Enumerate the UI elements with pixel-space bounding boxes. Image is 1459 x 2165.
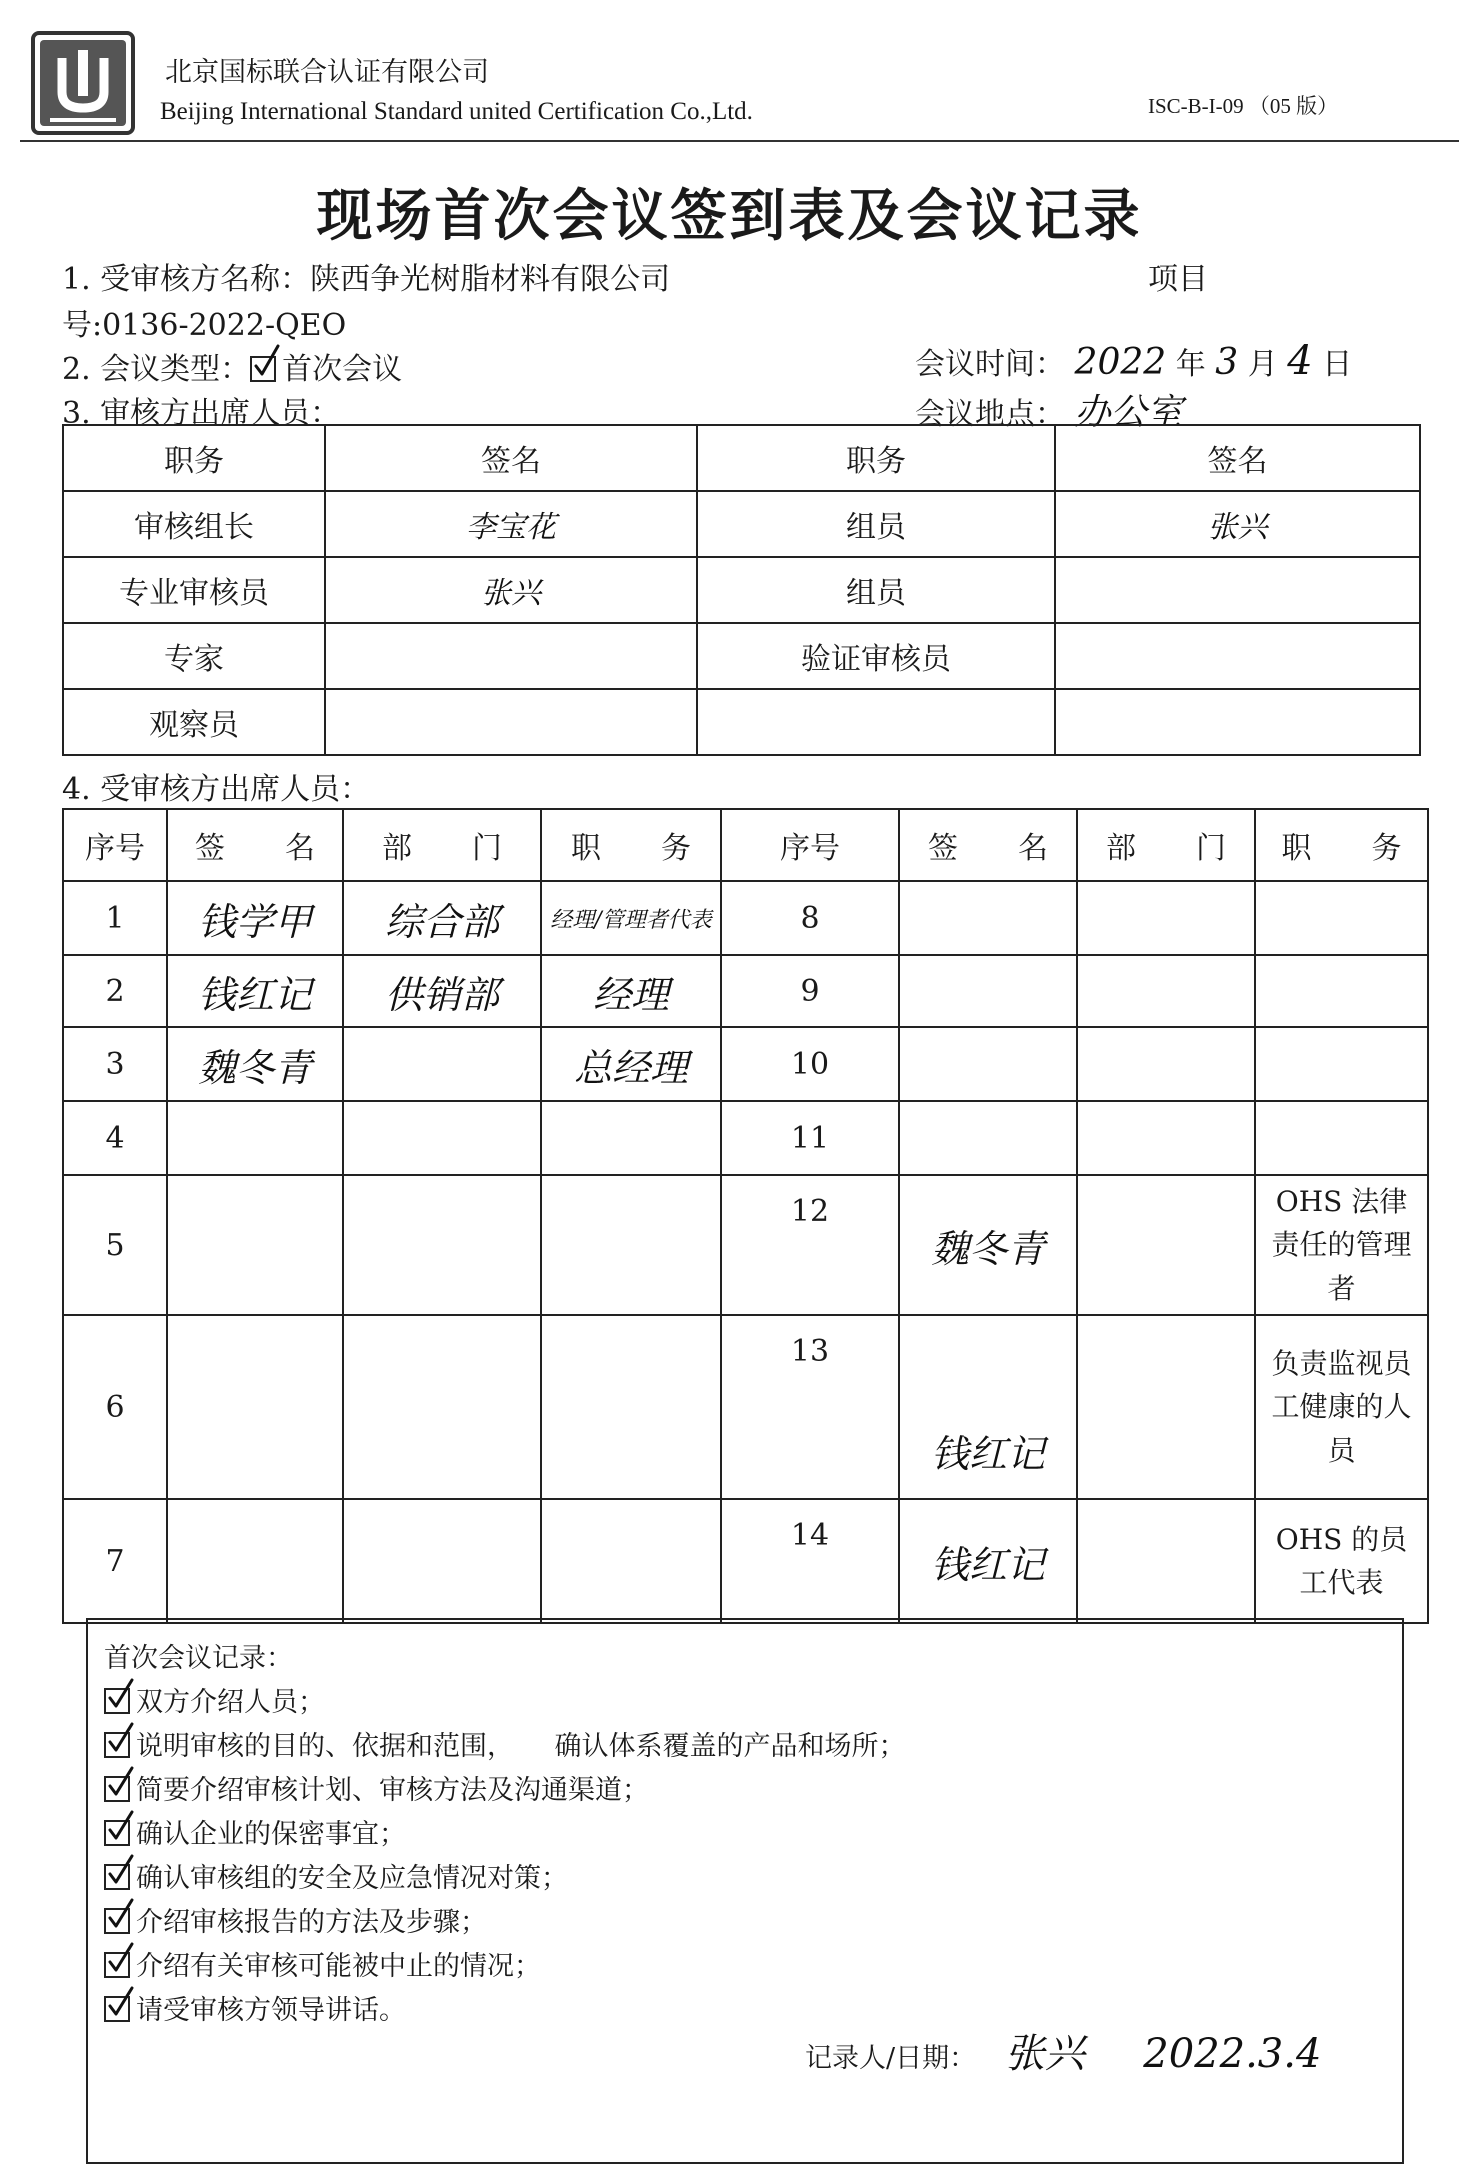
recorder-line	[805, 2022, 1321, 2079]
audit-table-header	[63, 425, 1420, 491]
role-cell: 专家	[63, 623, 325, 689]
seq-cell: 7	[63, 1499, 167, 1623]
page-title: 现场首次会议签到表及会议记录	[316, 183, 1143, 249]
company-name-cn: 北京国标联合认证有限公司	[165, 57, 489, 88]
header-cell: 签名	[1055, 425, 1420, 491]
auditor-attendees-label: 3. 审核方出席人员：	[62, 396, 341, 431]
seq-cell: 1	[63, 881, 167, 955]
department-cell	[1077, 1175, 1255, 1315]
meeting-year: 2022	[1074, 342, 1167, 383]
seq-cell: 9	[721, 955, 899, 1027]
department-cell	[343, 1027, 541, 1101]
signature-cell	[1055, 689, 1420, 755]
note-text: 说明审核的目的、依据和范围， 确认体系覆盖的产品和场所；	[136, 1731, 906, 1762]
department-cell: 供销部	[343, 955, 541, 1027]
table-row	[63, 955, 1428, 1027]
recorder-signature: 张兴	[1004, 2031, 1085, 2077]
check-mark-icon	[104, 1720, 134, 1756]
position-cell: 经理	[541, 955, 721, 1027]
signature-cell: 钱学甲	[167, 881, 343, 955]
header-cell: 职 务	[1255, 809, 1428, 881]
recorder-date: 2022.3.4	[1143, 2031, 1322, 2077]
audit-team-table	[62, 424, 1421, 756]
note-text: 双方介绍人员；	[136, 1687, 325, 1718]
role-cell: 组员	[697, 491, 1055, 557]
company-name-en: Beijing International Standard united Certification Co.,Ltd.	[160, 98, 753, 125]
seq-cell: 5	[63, 1175, 167, 1315]
header-cell: 部 门	[1077, 809, 1255, 881]
department-cell	[343, 1101, 541, 1175]
department-cell	[1077, 1499, 1255, 1623]
note-checkbox[interactable]	[104, 1732, 130, 1758]
department-cell	[1077, 1027, 1255, 1101]
signature-cell: 张兴	[325, 557, 697, 623]
header-cell: 职 务	[541, 809, 721, 881]
position-cell	[1255, 881, 1428, 955]
department-cell	[1077, 1101, 1255, 1175]
signature-cell	[899, 881, 1077, 955]
meeting-time-line	[915, 338, 1352, 384]
header-cell: 部 门	[343, 809, 541, 881]
note-checkbox[interactable]	[104, 1688, 130, 1714]
auditee-attendees-label: 4. 受审核方出席人员：	[62, 772, 371, 807]
note-checkbox[interactable]	[104, 1820, 130, 1846]
note-text: 确认审核组的安全及应急情况对策；	[136, 1863, 568, 1894]
note-item	[104, 1724, 906, 1763]
signature-cell: 钱红记	[899, 1315, 1077, 1499]
note-checkbox[interactable]	[104, 1864, 130, 1890]
position-cell: OHS 的员工代表	[1255, 1499, 1428, 1623]
seq-cell: 10	[721, 1027, 899, 1101]
seq-cell: 14	[721, 1499, 899, 1623]
signature-cell: 魏冬青	[167, 1027, 343, 1101]
header-cell: 签名	[325, 425, 697, 491]
table-row	[63, 1027, 1428, 1101]
header-cell: 职务	[697, 425, 1055, 491]
check-mark-icon	[104, 1764, 134, 1800]
position-cell: OHS 法律责任的管理者	[1255, 1175, 1428, 1315]
note-text: 确认企业的保密事宜；	[136, 1819, 406, 1850]
project-number: 号:0136-2022-QEO	[62, 308, 347, 343]
company-logo	[30, 30, 136, 136]
project-label: 项目	[1148, 262, 1208, 297]
check-mark-icon	[104, 1896, 134, 1932]
signature-cell: 钱红记	[899, 1499, 1077, 1623]
check-mark-icon	[104, 1676, 134, 1712]
meeting-type-line	[62, 344, 402, 388]
signature-cell	[899, 1101, 1077, 1175]
notes-heading: 首次会议记录：	[104, 1643, 293, 1674]
role-cell: 审核组长	[63, 491, 325, 557]
signature-cell: 钱红记	[167, 955, 343, 1027]
table-row	[63, 1499, 1428, 1623]
signature-cell	[167, 1315, 343, 1499]
seq-cell: 3	[63, 1027, 167, 1101]
department-cell	[343, 1315, 541, 1499]
signature-cell: 魏冬青	[899, 1175, 1077, 1315]
signature-cell	[167, 1499, 343, 1623]
day-char: 日	[1322, 347, 1353, 382]
signature-cell: 张兴	[1055, 491, 1420, 557]
note-text: 请受审核方领导讲话。	[136, 1995, 406, 2026]
position-cell	[541, 1315, 721, 1499]
signature-cell	[167, 1175, 343, 1315]
form-number: ISC-B-I-09 （05 版）	[1148, 94, 1339, 118]
department-cell: 综合部	[343, 881, 541, 955]
department-cell	[343, 1175, 541, 1315]
position-cell	[1255, 1027, 1428, 1101]
department-cell	[1077, 881, 1255, 955]
position-cell: 经理/管理者代表	[541, 881, 721, 955]
signature-cell	[899, 1027, 1077, 1101]
seq-cell: 13	[721, 1315, 899, 1499]
table-row	[63, 1175, 1428, 1315]
department-cell	[1077, 955, 1255, 1027]
check-mark-icon	[104, 1852, 134, 1888]
seq-cell: 6	[63, 1315, 167, 1499]
header-divider	[20, 140, 1459, 142]
header-cell: 序号	[721, 809, 899, 881]
table-row	[63, 1315, 1428, 1499]
note-text: 简要介绍审核计划、审核方法及沟通渠道；	[136, 1775, 649, 1806]
meeting-type-label: 2. 会议类型：	[62, 352, 251, 387]
meeting-place-value: 办公室	[1074, 392, 1183, 433]
position-cell	[541, 1499, 721, 1623]
signature-cell	[1055, 557, 1420, 623]
check-mark-icon	[104, 1984, 134, 2020]
table-row	[63, 1101, 1428, 1175]
table-row	[63, 557, 1420, 623]
seq-cell: 8	[721, 881, 899, 955]
table-row	[63, 689, 1420, 755]
signature-cell	[899, 955, 1077, 1027]
seq-cell: 12	[721, 1175, 899, 1315]
note-text: 介绍审核报告的方法及步骤；	[136, 1907, 487, 1938]
meeting-place-label: 会议地点：	[915, 397, 1065, 432]
month-char: 月	[1247, 347, 1278, 382]
meeting-time-label: 会议时间：	[915, 347, 1065, 382]
signature-cell	[1055, 623, 1420, 689]
note-item	[104, 1856, 568, 1895]
note-item	[104, 1988, 406, 2027]
note-checkbox[interactable]	[104, 1952, 130, 1978]
signature-cell: 李宝花	[325, 491, 697, 557]
header-cell: 序号	[63, 809, 167, 881]
department-cell	[343, 1499, 541, 1623]
note-item	[104, 1812, 406, 1851]
note-checkbox[interactable]	[104, 1908, 130, 1934]
seq-cell: 4	[63, 1101, 167, 1175]
signature-cell	[167, 1101, 343, 1175]
year-char: 年	[1175, 347, 1206, 382]
attendee-table-header	[63, 809, 1428, 881]
seq-cell: 11	[721, 1101, 899, 1175]
role-cell: 专业审核员	[63, 557, 325, 623]
position-cell	[1255, 1101, 1428, 1175]
attendee-table	[62, 808, 1429, 1624]
recorder-label: 记录人/日期：	[805, 2043, 977, 2074]
note-item	[104, 1944, 541, 1983]
header-cell: 签 名	[167, 809, 343, 881]
position-cell: 负责监视员工健康的人员	[1255, 1315, 1428, 1499]
role-cell: 组员	[697, 557, 1055, 623]
meeting-type-checkbox[interactable]	[250, 356, 276, 382]
table-row	[63, 881, 1428, 955]
check-mark-icon	[104, 1940, 134, 1976]
seq-cell: 2	[63, 955, 167, 1027]
position-cell	[541, 1101, 721, 1175]
position-cell: 总经理	[541, 1027, 721, 1101]
signature-cell	[325, 623, 697, 689]
meeting-month: 3	[1215, 342, 1239, 383]
check-mark-icon	[250, 344, 280, 380]
department-cell	[1077, 1315, 1255, 1499]
check-mark-icon	[104, 1808, 134, 1844]
meeting-type-value: 首次会议	[282, 352, 403, 387]
note-item	[104, 1900, 487, 1939]
note-item	[104, 1680, 325, 1719]
header-cell: 签 名	[899, 809, 1077, 881]
role-cell: 验证审核员	[697, 623, 1055, 689]
note-item	[104, 1768, 649, 1807]
note-checkbox[interactable]	[104, 1776, 130, 1802]
meeting-day: 4	[1287, 338, 1313, 384]
position-cell	[1255, 955, 1428, 1027]
table-row	[63, 623, 1420, 689]
signature-cell	[325, 689, 697, 755]
header-cell: 职务	[63, 425, 325, 491]
role-cell	[697, 689, 1055, 755]
table-row	[63, 491, 1420, 557]
role-cell: 观察员	[63, 689, 325, 755]
note-text: 介绍有关审核可能被中止的情况；	[136, 1951, 541, 1982]
note-checkbox[interactable]	[104, 1996, 130, 2022]
auditee-name-line: 1. 受审核方名称：陕西争光树脂材料有限公司	[62, 262, 671, 297]
position-cell	[541, 1175, 721, 1315]
